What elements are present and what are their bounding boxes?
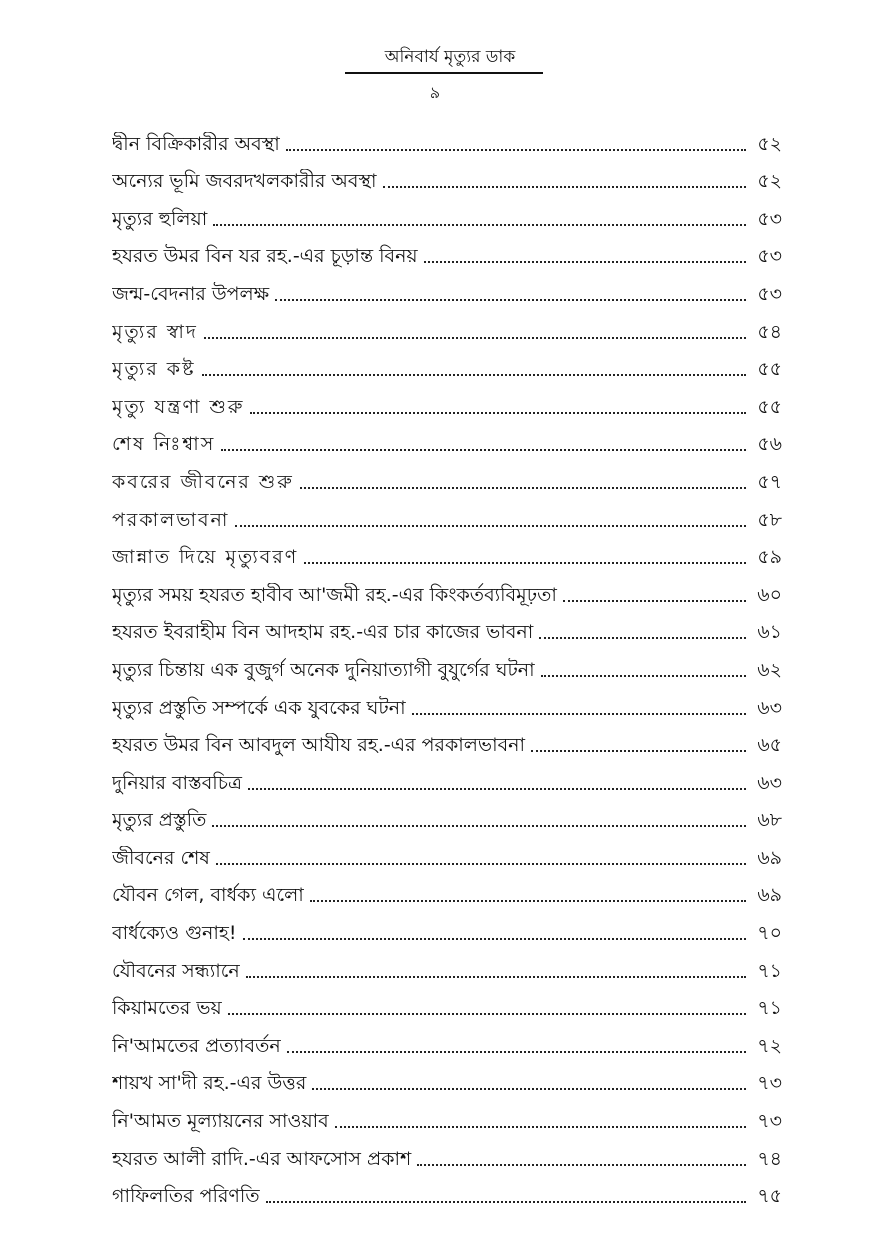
dot-leader — [304, 562, 746, 564]
toc-entry-page: ৫৫ — [757, 358, 782, 381]
dot-leader — [246, 976, 746, 978]
toc-entry-title: নি'আমতের প্রত্যাবর্তন — [112, 1034, 281, 1057]
toc-entry-title: গাফিলতির পরিণতি — [112, 1185, 260, 1208]
toc-entry — [112, 498, 782, 536]
dot-leader — [287, 1051, 746, 1053]
toc-entry-title: শেষ নিঃশ্বাস — [112, 433, 216, 456]
header-rule — [345, 72, 543, 74]
toc-entry-page: ৬৩ — [757, 771, 782, 794]
toc-entry-title: পরকালভাবনা — [112, 508, 230, 531]
toc-entry-page: ৫৬ — [757, 433, 782, 456]
toc-entry — [112, 160, 782, 198]
dot-leader — [383, 186, 746, 188]
dot-leader — [202, 374, 747, 376]
table-of-contents — [112, 122, 782, 1212]
toc-entry — [112, 724, 782, 762]
toc-entry-title: মৃত্যুর স্বাদ — [112, 320, 198, 343]
toc-entry-page: ৭৩ — [757, 1110, 782, 1133]
toc-entry-page: ৬১ — [757, 621, 782, 644]
page-header — [0, 44, 869, 114]
toc-entry — [112, 385, 782, 423]
dot-leader — [235, 525, 746, 527]
toc-entry-title: হযরত উমর বিন আবদুল আযীয রহ.-এর পরকালভাবনা — [112, 734, 526, 757]
toc-entry-page: ৫৭ — [757, 470, 782, 493]
toc-entry-page: ৫৫ — [757, 395, 782, 418]
toc-entry — [112, 348, 782, 386]
dot-leader — [541, 675, 746, 677]
toc-entry-page: ৬৯ — [757, 846, 782, 869]
toc-entry-page: ৬৫ — [757, 734, 782, 757]
toc-entry-page: ৫২ — [757, 132, 782, 155]
toc-entry — [112, 310, 782, 348]
toc-entry-title: মৃত্যুর প্রস্তুতি — [112, 809, 207, 832]
toc-entry-page: ৭৪ — [757, 1147, 782, 1170]
dot-leader — [250, 412, 746, 414]
toc-entry — [112, 799, 782, 837]
dot-leader — [216, 863, 746, 865]
toc-entry — [112, 536, 782, 574]
toc-entry-page: ৭১ — [757, 997, 782, 1020]
toc-entry-title: যৌবন গেল, বার্ধক্য এলো — [112, 884, 304, 907]
toc-entry-title: হযরত ইবরাহীম বিন আদহাম রহ.-এর চার কাজের ভাবনা — [112, 621, 534, 644]
toc-entry — [112, 1175, 782, 1213]
toc-entry-page: ৫৪ — [757, 320, 782, 343]
dot-leader — [212, 825, 746, 827]
toc-entry — [112, 1062, 782, 1100]
toc-entry-page: ৬৩ — [757, 696, 782, 719]
toc-entry — [112, 1099, 782, 1137]
toc-entry — [112, 911, 782, 949]
toc-entry-page: ৭২ — [757, 1034, 782, 1057]
toc-entry-page: ৫৩ — [757, 245, 782, 268]
toc-entry — [112, 122, 782, 160]
toc-entry-page: ৬৮ — [757, 809, 782, 832]
toc-entry-title: কবরের জীবনের শুরু — [112, 470, 294, 493]
toc-entry — [112, 1137, 782, 1175]
toc-entry-page: ৫২ — [757, 170, 782, 193]
toc-entry-title: দ্বীন বিক্রিকারীর অবস্থা — [112, 132, 280, 155]
toc-entry-page: ৬২ — [757, 658, 782, 681]
toc-entry-page: ৫৩ — [757, 282, 782, 305]
dot-leader — [335, 1126, 746, 1128]
toc-entry-title: হযরত উমর বিন যর রহ.-এর চূড়ান্ত বিনয় — [112, 245, 418, 268]
toc-entry — [112, 423, 782, 461]
toc-entry-title: জীবনের শেষ — [112, 846, 210, 869]
dot-leader — [204, 337, 746, 339]
dot-leader — [563, 600, 746, 602]
toc-entry-page: ৭০ — [757, 922, 782, 945]
toc-entry — [112, 235, 782, 273]
toc-entry-page: ৬০ — [757, 583, 782, 606]
dot-leader — [266, 1201, 746, 1203]
dot-leader — [417, 1164, 746, 1166]
toc-entry-title: মৃত্যুর সময় হযরত হাবীব আ'জমী রহ.-এর কিংকর্তব্যবিমূঢ়তা — [112, 583, 557, 606]
toc-entry-title: জান্নাত দিয়ে মৃত্যুবরণ — [112, 546, 299, 569]
dot-leader — [424, 261, 746, 263]
toc-entry-title: দুনিয়ার বাস্তবচিত্র — [112, 771, 242, 794]
toc-entry — [112, 987, 782, 1025]
toc-entry-title: শায়খ সা'দী রহ.-এর উত্তর — [112, 1072, 307, 1095]
toc-entry — [112, 836, 782, 874]
running-title: অনিবার্য মৃত্যুর ডাক — [384, 47, 516, 67]
toc-entry-title: অন্যের ভূমি জবরদখলকারীর অবস্থা — [112, 170, 377, 193]
toc-entry — [112, 460, 782, 498]
dot-leader — [243, 938, 747, 940]
toc-entry-page: ৭১ — [757, 959, 782, 982]
toc-entry — [112, 949, 782, 987]
toc-entry — [112, 686, 782, 724]
toc-entry — [112, 874, 782, 912]
toc-entry-page: ৫৯ — [757, 546, 782, 569]
toc-entry — [112, 761, 782, 799]
dot-leader — [539, 637, 746, 639]
toc-entry-title: মৃত্যুর হুলিয়া — [112, 207, 208, 230]
dot-leader — [228, 1013, 746, 1015]
dot-leader — [312, 1088, 746, 1090]
toc-entry-title: বার্ধক্যেও গুনাহ! — [112, 922, 237, 945]
toc-entry-title: যৌবনের সন্ধ্যানে — [112, 959, 240, 982]
toc-entry-page: ৭৩ — [757, 1072, 782, 1095]
dot-leader — [412, 713, 746, 715]
dot-leader — [221, 449, 746, 451]
toc-entry — [112, 197, 782, 235]
toc-entry — [112, 611, 782, 649]
toc-entry — [112, 573, 782, 611]
dot-leader — [300, 487, 746, 489]
toc-entry-title: মৃত্যুর কষ্ট — [112, 358, 196, 381]
toc-entry-page: ৫৩ — [757, 207, 782, 230]
toc-entry-page: ৬৯ — [757, 884, 782, 907]
dot-leader — [310, 900, 746, 902]
toc-entry — [112, 648, 782, 686]
dot-leader — [531, 750, 746, 752]
toc-entry-title: জন্ম-বেদনার উপলক্ষ — [112, 282, 270, 305]
toc-entry-title: নি'আমত মূল্যায়নের সাওয়াব — [112, 1110, 329, 1133]
toc-entry-page: ৫৮ — [757, 508, 782, 531]
toc-entry-title: হযরত আলী রাদি.-এর আফসোস প্রকাশ — [112, 1147, 412, 1170]
dot-leader — [275, 299, 746, 301]
page-number: ৯ — [429, 83, 441, 102]
toc-entry-title: মৃত্যু যন্ত্রণা শুরু — [112, 395, 245, 418]
dot-leader — [286, 149, 746, 151]
toc-entry-page: ৭৫ — [757, 1185, 782, 1208]
toc-entry — [112, 272, 782, 310]
dot-leader — [213, 224, 746, 226]
toc-entry-title: মৃত্যুর প্রস্তুতি সম্পর্কে এক যুবকের ঘটনা — [112, 696, 406, 719]
toc-entry-title: কিয়ামতের ভয় — [112, 997, 222, 1020]
toc-entry — [112, 1024, 782, 1062]
toc-entry-title: মৃত্যুর চিন্তায় এক বুজুর্গ অনেক দুনিয়াত্যাগী বুযুর্গের ঘটনা — [112, 658, 535, 681]
dot-leader — [248, 788, 746, 790]
